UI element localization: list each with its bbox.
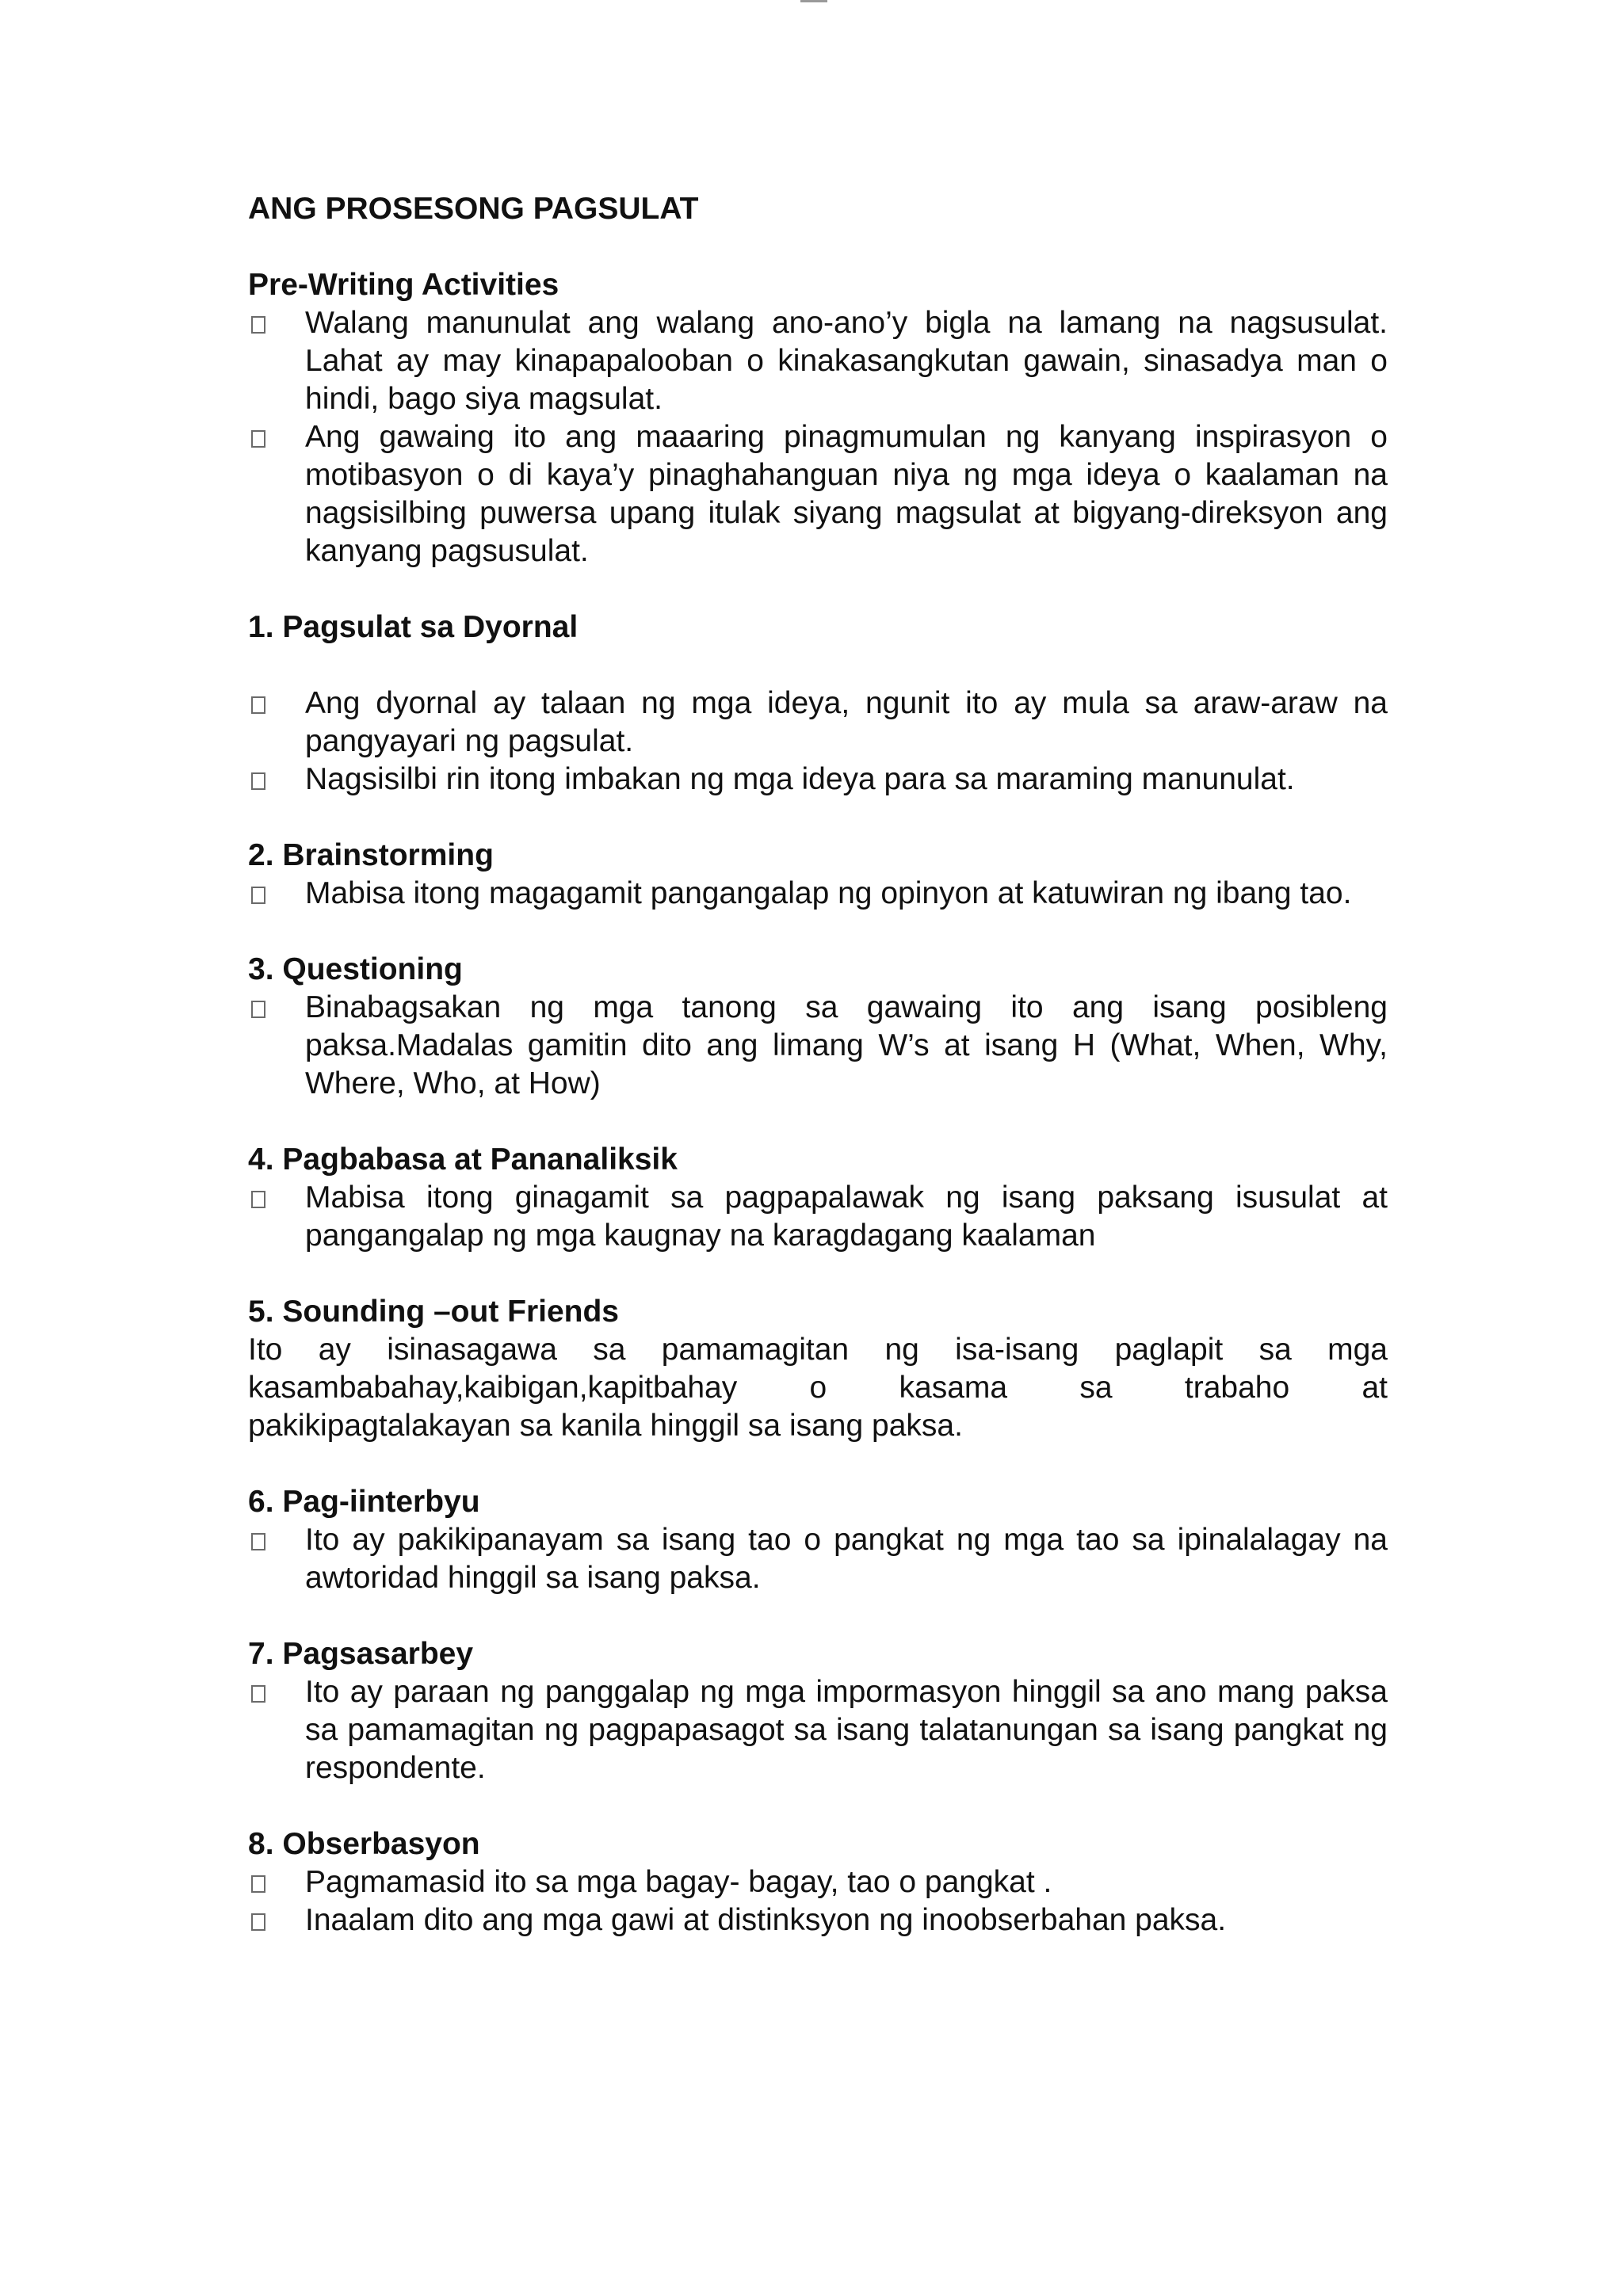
- list-item: [248, 1179, 1388, 1255]
- bullet-text: Mabisa itong magagamit pangangalap ng opinyon at katuwiran ng ibang tao.: [305, 876, 1352, 910]
- bullet-list: [248, 875, 1388, 913]
- bullet-text: Ang dyornal ay talaan ng mga ideya, ngunit ito ay mula sa araw-araw na pangyayari ng pagsulat.: [305, 686, 1388, 758]
- list-item: [248, 304, 1388, 418]
- missing-glyph-bullet-icon: [251, 316, 265, 334]
- paragraph-line: kasambabahay,kaibigan,kapitbahay o kasama sa trabaho at: [248, 1371, 1388, 1405]
- bullet-text: Mabisa itong ginagamit sa pagpapalawak ng isang paksang isusulat at pangangalap ng mga kaugnay na karagdagang kaalaman: [305, 1180, 1388, 1253]
- missing-glyph-bullet-icon: [251, 696, 265, 714]
- bullet-text: Ang gawaing ito ang maaaring pinagmumulan ng kanyang inspirasyon o motibasyon o di kaya’y pinaghahanguan niya ng mga ideya o kaalaman na nagsisilbing puwersa upang itulak siyang magsulat at bigyang-direksyon ang kanyang pagsusulat.: [305, 420, 1388, 568]
- bullet-list: [248, 989, 1388, 1103]
- section-pre-writing: [248, 266, 1388, 570]
- section-pagsulat-sa-dyornal: [248, 608, 1388, 799]
- section-heading: 3. Questioning: [248, 952, 463, 986]
- bullet-list: [248, 1673, 1388, 1787]
- missing-glyph-bullet-icon: [251, 1913, 265, 1931]
- section-heading: 8. Obserbasyon: [248, 1827, 480, 1861]
- missing-glyph-bullet-icon: [251, 1533, 265, 1550]
- section-questioning: [248, 951, 1388, 1103]
- section-heading: Pre-Writing Activities: [248, 268, 559, 302]
- section-sounding-out-friends: [248, 1293, 1388, 1445]
- document-page: [248, 190, 1388, 1978]
- list-item: [248, 1901, 1388, 1939]
- page-top-mark: [800, 0, 827, 2]
- bullet-text: Walang manunulat ang walang ano-ano’y bigla na lamang na nagsusulat. Lahat ay may kinapapalooban o kinakasangkutan gawain, sinasadya man o hindi, bago siya magsulat.: [305, 306, 1388, 416]
- body-paragraph: [248, 1331, 1388, 1445]
- bullet-text: Inaalam dito ang mga gawi at distinksyon ng inoobserbahan paksa.: [305, 1903, 1227, 1937]
- missing-glyph-bullet-icon: [251, 887, 265, 904]
- paragraph-line: pakikipagtalakayan sa kanila hinggil sa isang paksa.: [248, 1409, 963, 1443]
- missing-glyph-bullet-icon: [251, 1191, 265, 1208]
- section-heading: 5. Sounding –out Friends: [248, 1295, 619, 1329]
- document-title: ANG PROSESONG PAGSULAT: [248, 192, 699, 226]
- bullet-list: [248, 304, 1388, 570]
- list-item: [248, 989, 1388, 1103]
- section-heading: 2. Brainstorming: [248, 838, 494, 872]
- paragraph-line: Ito ay isinasagawa sa pamamagitan ng isa-isang paglapit sa mga: [248, 1333, 1388, 1367]
- section-obserbasyon: [248, 1825, 1388, 1939]
- section-heading: 6. Pag-iinterbyu: [248, 1485, 480, 1519]
- section-heading: 7. Pagsasarbey: [248, 1637, 474, 1671]
- section-pag-iinterbyu: [248, 1483, 1388, 1597]
- bullet-text: Nagsisilbi rin itong imbakan ng mga ideya para sa maraming manunulat.: [305, 762, 1295, 796]
- section-heading: 4. Pagbabasa at Pananaliksik: [248, 1142, 678, 1177]
- list-item: [248, 685, 1388, 761]
- section-pagbabasa-at-pananaliksik: [248, 1141, 1388, 1255]
- bullet-text: Ito ay pakikipanayam sa isang tao o pangkat ng mga tao sa ipinalalagay na awtoridad hinggil sa isang paksa.: [305, 1523, 1388, 1595]
- list-item: [248, 1521, 1388, 1597]
- bullet-text: Pagmamasid ito sa mga bagay- bagay, tao o pangkat .: [305, 1865, 1052, 1899]
- list-item: [248, 761, 1388, 799]
- list-item: [248, 418, 1388, 570]
- list-item: [248, 1863, 1388, 1901]
- missing-glyph-bullet-icon: [251, 430, 265, 448]
- bullet-text: Binabagsakan ng mga tanong sa gawaing ito ang isang posibleng paksa.Madalas gamitin dito ang limang W’s at isang H (What, When, Why, Where, Who, at How): [305, 990, 1388, 1100]
- list-item: [248, 1673, 1388, 1787]
- section-brainstorming: [248, 837, 1388, 913]
- missing-glyph-bullet-icon: [251, 1001, 265, 1018]
- bullet-list: [248, 1863, 1388, 1939]
- section-pagsasarbey: [248, 1635, 1388, 1787]
- bullet-list: [248, 1179, 1388, 1255]
- missing-glyph-bullet-icon: [251, 1875, 265, 1893]
- missing-glyph-bullet-icon: [251, 772, 265, 790]
- bullet-list: [248, 685, 1388, 799]
- section-heading: 1. Pagsulat sa Dyornal: [248, 610, 579, 644]
- list-item: [248, 875, 1388, 913]
- bullet-text: Ito ay paraan ng panggalap ng mga impormasyon hinggil sa ano mang paksa sa pamamagitan ng pagpapasagot sa isang talatanungan sa isang pangkat ng respondente.: [305, 1675, 1388, 1785]
- missing-glyph-bullet-icon: [251, 1685, 265, 1703]
- bullet-list: [248, 1521, 1388, 1597]
